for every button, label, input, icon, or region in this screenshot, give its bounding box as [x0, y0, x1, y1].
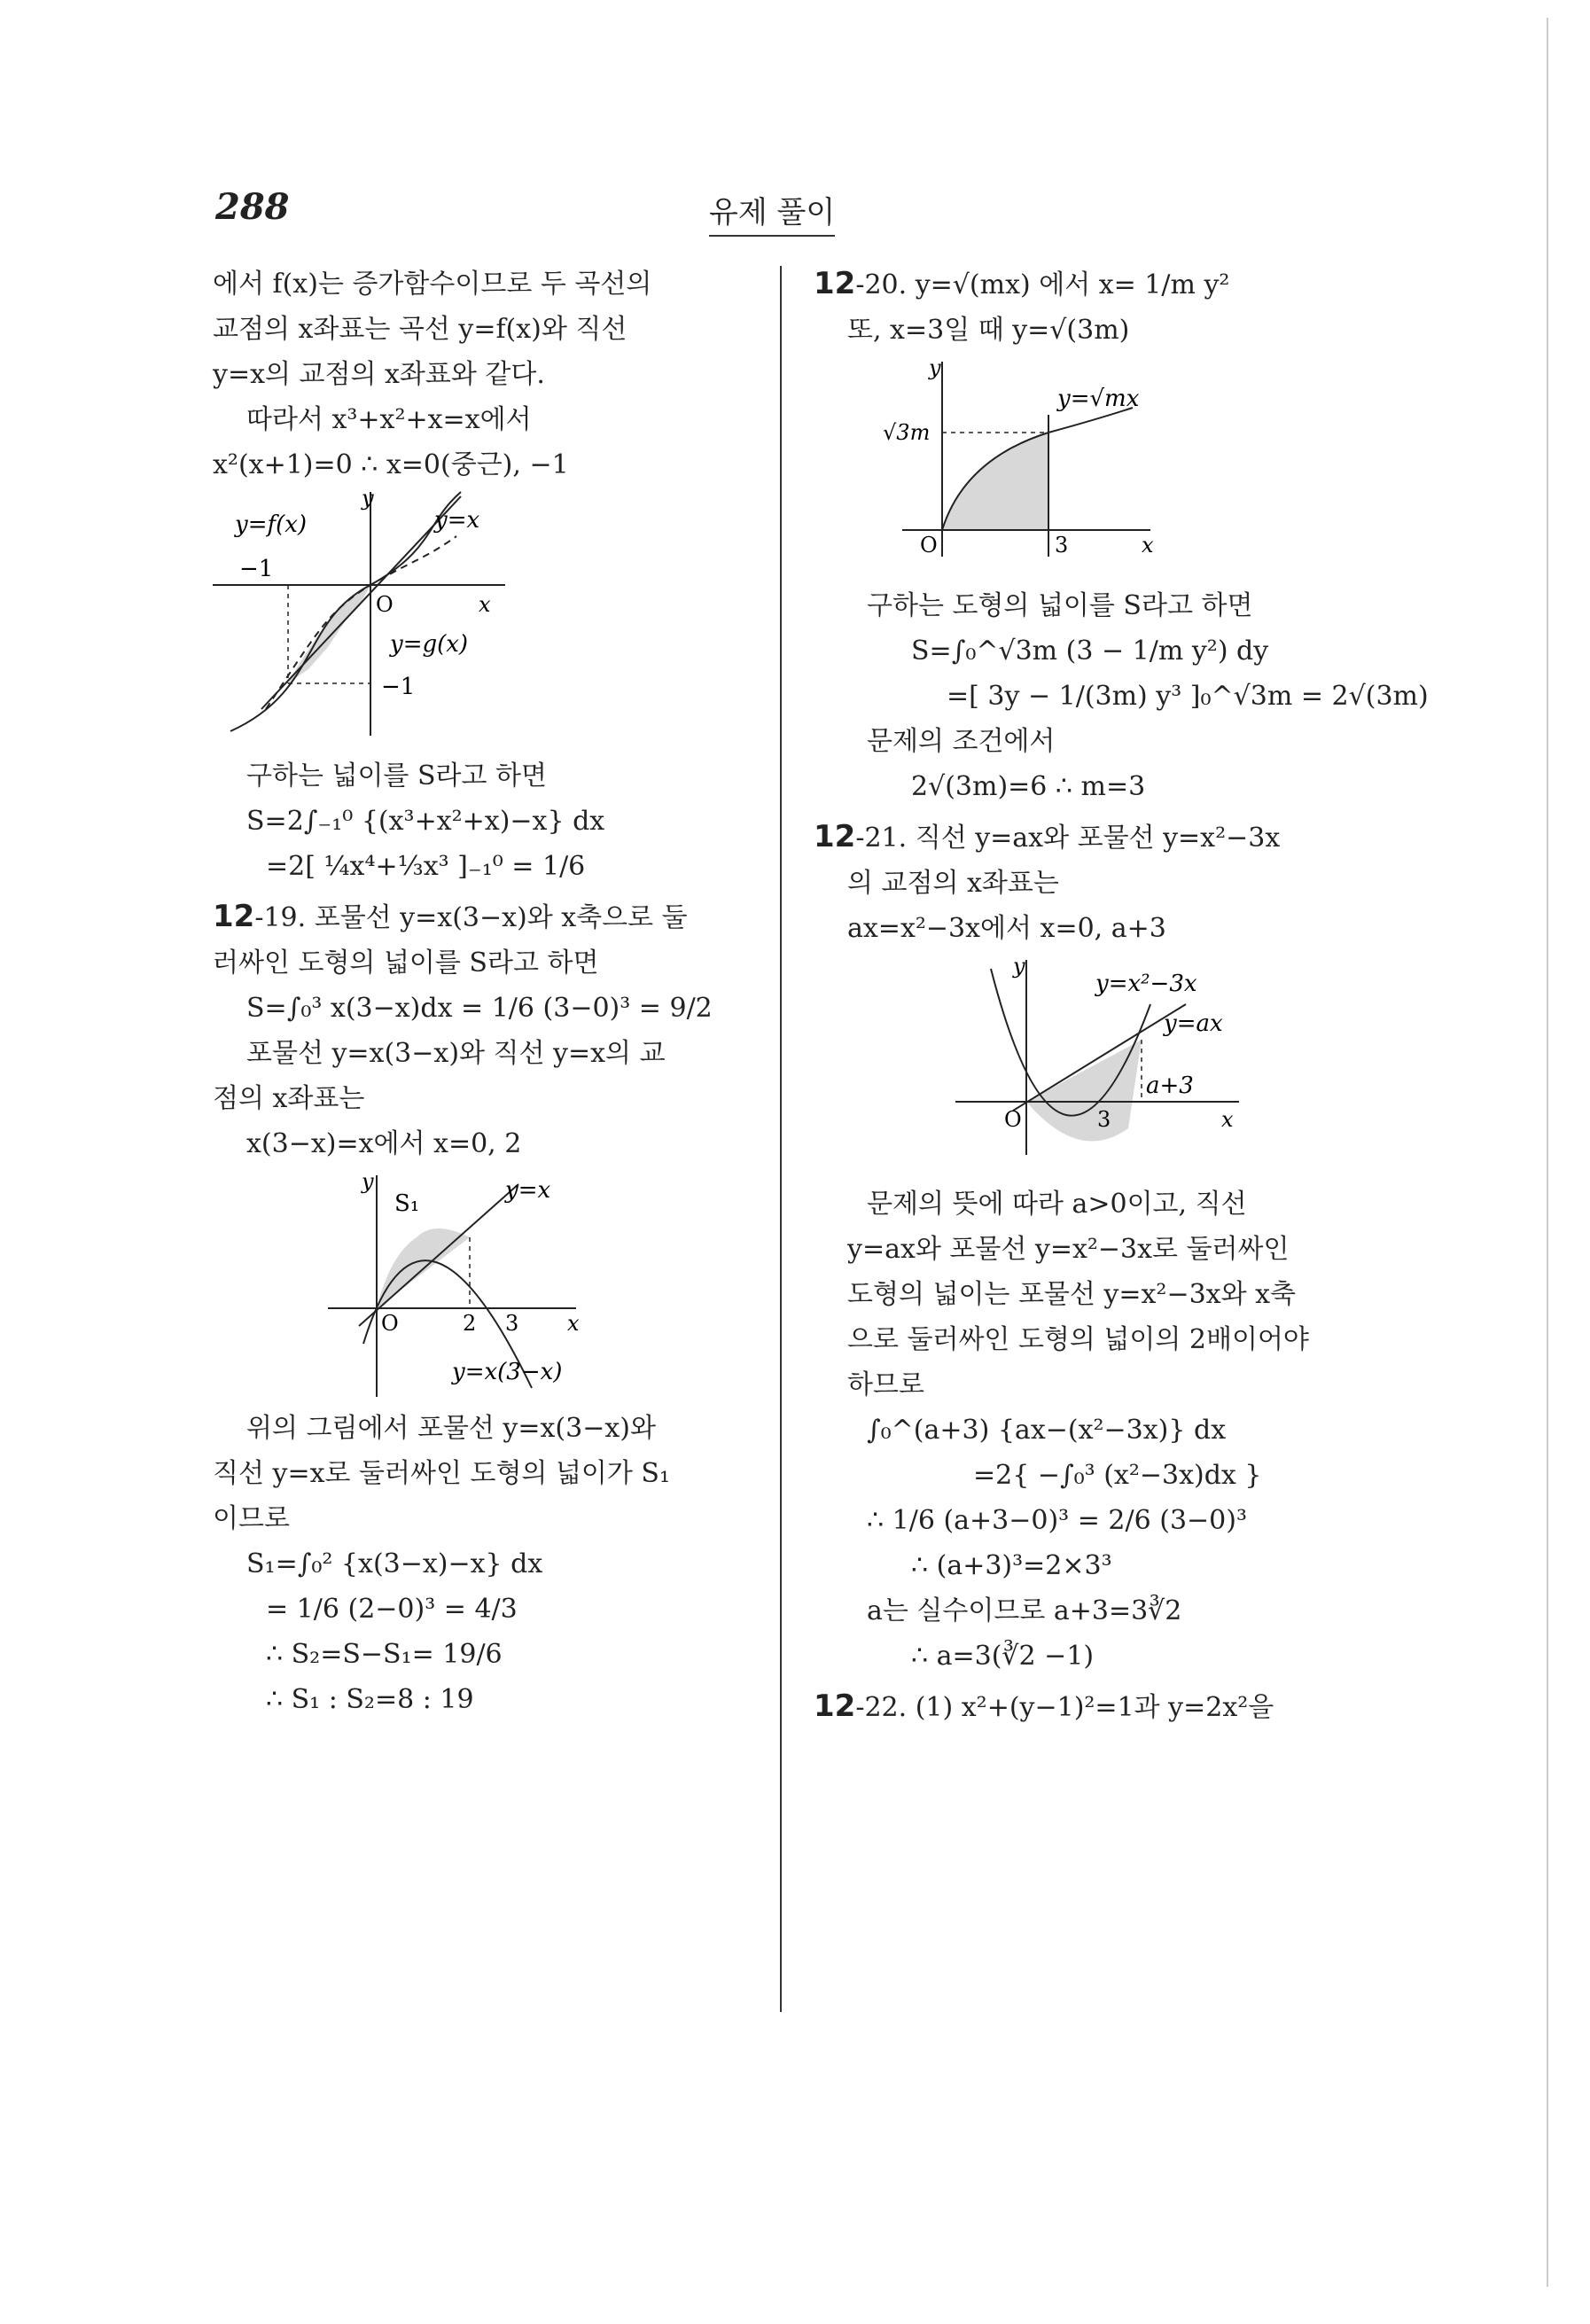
text-line: y=x의 교점의 x좌표와 같다. — [213, 359, 545, 390]
column-divider — [780, 266, 782, 2012]
text-line: 문제의 뜻에 따라 a>0이고, 직선 — [867, 1189, 1247, 1220]
math-line: S₁=∫₀² {x(3−x)−x} dx — [246, 1548, 543, 1579]
text-line: 교점의 x좌표는 곡선 y=f(x)와 직선 — [213, 314, 627, 345]
math-line: =[ 3y − 1/(3m) y³ ]₀^√3m = 2√(3m) — [947, 681, 1429, 712]
problem-12-22-heading — [814, 1684, 1381, 1730]
text-line: 도형의 넓이는 포물선 y=x²−3x와 x축 — [847, 1279, 1297, 1310]
math-line: =2[ ¼x⁴+⅓x³ ]₋₁⁰ = 1/6 — [266, 851, 586, 882]
label-parabola: y=x²−3x — [1095, 971, 1197, 997]
math-line: S=2∫₋₁⁰ {(x³+x²+x)−x} dx — [246, 806, 605, 837]
math-line: S=∫₀³ x(3−x)dx = 1/6 (3−0)³ = 9/2 — [246, 993, 713, 1024]
problem-text: -21. 직선 y=ax와 포물선 y=x²−3x — [855, 823, 1281, 854]
math-line: 2√(3m)=6 ∴ m=3 — [911, 771, 1146, 802]
label-a3: a+3 — [1146, 1072, 1194, 1099]
text-line: 문제의 조건에서 — [867, 726, 1056, 757]
problem-number: 12 — [814, 1688, 856, 1724]
tick-3: 3 — [1055, 533, 1069, 558]
tick-2: 2 — [463, 1311, 477, 1336]
label-x: x — [567, 1311, 580, 1336]
problem-text: -19. 포물선 y=x(3−x)와 x축으로 둘 — [254, 902, 688, 933]
label-yx: y=x — [505, 1177, 551, 1204]
text-line: 의 교점의 x좌표는 — [847, 868, 1059, 899]
math-line: ∴ 1/6 (a+3−0)³ = 2/6 (3−0)³ — [867, 1505, 1247, 1536]
math-line: ∫₀^(a+3) {ax−(x²−3x)} dx — [867, 1415, 1227, 1446]
label-fx: y=f(x) — [235, 511, 308, 538]
problem-12-20-heading — [814, 261, 1381, 308]
line-y-x — [359, 1184, 518, 1326]
label-origin: O — [381, 1311, 399, 1336]
problem-12-19-heading — [213, 894, 753, 940]
text-line: 구하는 도형의 넓이를 S라고 하면 — [867, 590, 1253, 621]
text-line: 에서 f(x)는 증가함수이므로 두 곡선의 — [213, 269, 652, 300]
label-minus1-y: −1 — [381, 674, 416, 700]
label-y: y — [929, 355, 941, 380]
problem-12-21-heading — [814, 815, 1381, 861]
label-y: y — [362, 1169, 374, 1194]
math-line: ax=x²−3x에서 x=0, a+3 — [847, 913, 1166, 944]
problem-number: 12 — [814, 819, 856, 854]
label-s1: S₁ — [394, 1190, 420, 1217]
problem-number: 12 — [814, 266, 856, 301]
shaded-region — [942, 433, 1048, 530]
problem-number: 12 — [213, 899, 255, 934]
math-line: a는 실수이므로 a+3=3∛2 — [867, 1595, 1182, 1626]
label-origin: O — [376, 592, 394, 617]
math-line: ∴ S₂=S−S₁= 19/6 — [266, 1639, 503, 1670]
label-minus1-x: −1 — [239, 556, 274, 582]
text-line: 점의 x좌표는 — [213, 1083, 365, 1114]
text-line: 이므로 — [213, 1503, 290, 1534]
math-line: ∴ S₁ : S₂=8 : 19 — [266, 1684, 474, 1715]
page-number: 288 — [215, 186, 290, 228]
math-line: x(3−x)=x에서 x=0, 2 — [246, 1128, 522, 1159]
text-line: 하므로 — [847, 1369, 924, 1400]
text-line: 러싸인 도형의 넓이를 S라고 하면 — [213, 948, 599, 979]
text-line: 포물선 y=x(3−x)와 직선 y=x의 교 — [246, 1038, 666, 1069]
page-edge — [1547, 18, 1548, 2287]
math-line: S=∫₀^√3m (3 − 1/m y²) dy — [911, 636, 1269, 667]
label-curve: y=x(3−x) — [452, 1359, 563, 1385]
label-line: y=ax — [1164, 1010, 1223, 1037]
text-line: 으로 둘러싸인 도형의 넓이의 2배이어야 — [847, 1324, 1309, 1355]
text-line: 직선 y=x로 둘러싸인 도형의 넓이가 S₁ — [213, 1458, 671, 1489]
problem-text: -22. (1) x²+(y−1)²=1과 y=2x²을 — [855, 1692, 1274, 1723]
label-y: y — [1013, 954, 1025, 979]
problem-text: -20. y=√(mx) 에서 x= 1/m y² — [855, 269, 1230, 300]
page-title: 유제 풀이 — [709, 188, 835, 237]
label-x: x — [479, 592, 491, 617]
figure-sqrt — [814, 353, 1381, 583]
left-column — [213, 261, 753, 1722]
shaded-region — [1026, 1040, 1142, 1142]
text-line: x²(x+1)=0 ∴ x=0(중근), −1 — [213, 449, 569, 480]
figure-parabola-ax — [814, 951, 1381, 1181]
tick-3: 3 — [505, 1311, 519, 1336]
label-sqrt3m: √3m — [883, 420, 931, 445]
math-line: ∴ a=3(∛2 −1) — [911, 1641, 1095, 1672]
figure-parabola-line — [213, 1166, 753, 1406]
label-x: x — [1142, 533, 1154, 558]
text-line: 위의 그림에서 포물선 y=x(3−x)와 — [246, 1413, 656, 1444]
label-origin: O — [1004, 1107, 1022, 1132]
text-line: 따라서 x³+x²+x=x에서 — [246, 404, 532, 435]
math-line: =2{ −∫₀³ (x²−3x)dx } — [973, 1460, 1262, 1491]
text-line: 구하는 넓이를 S라고 하면 — [246, 760, 547, 792]
math-line: = 1/6 (2−0)³ = 4/3 — [266, 1594, 518, 1625]
right-column — [814, 261, 1429, 1730]
text-line: y=ax와 포물선 y=x²−3x로 둘러싸인 — [847, 1234, 1290, 1265]
math-line: ∴ (a+3)³=2×3³ — [911, 1550, 1112, 1581]
label-y: y — [362, 487, 374, 511]
label-origin: O — [920, 533, 938, 558]
figure-fx-gx — [213, 487, 753, 753]
label-yx: y=x — [434, 507, 480, 534]
label-curve: y=√mx — [1057, 386, 1140, 412]
label-x: x — [1221, 1107, 1234, 1132]
tick-3: 3 — [1097, 1107, 1111, 1132]
text-line: 또, x=3일 때 y=√(3m) — [847, 315, 1130, 346]
label-gx: y=g(x) — [390, 631, 469, 658]
